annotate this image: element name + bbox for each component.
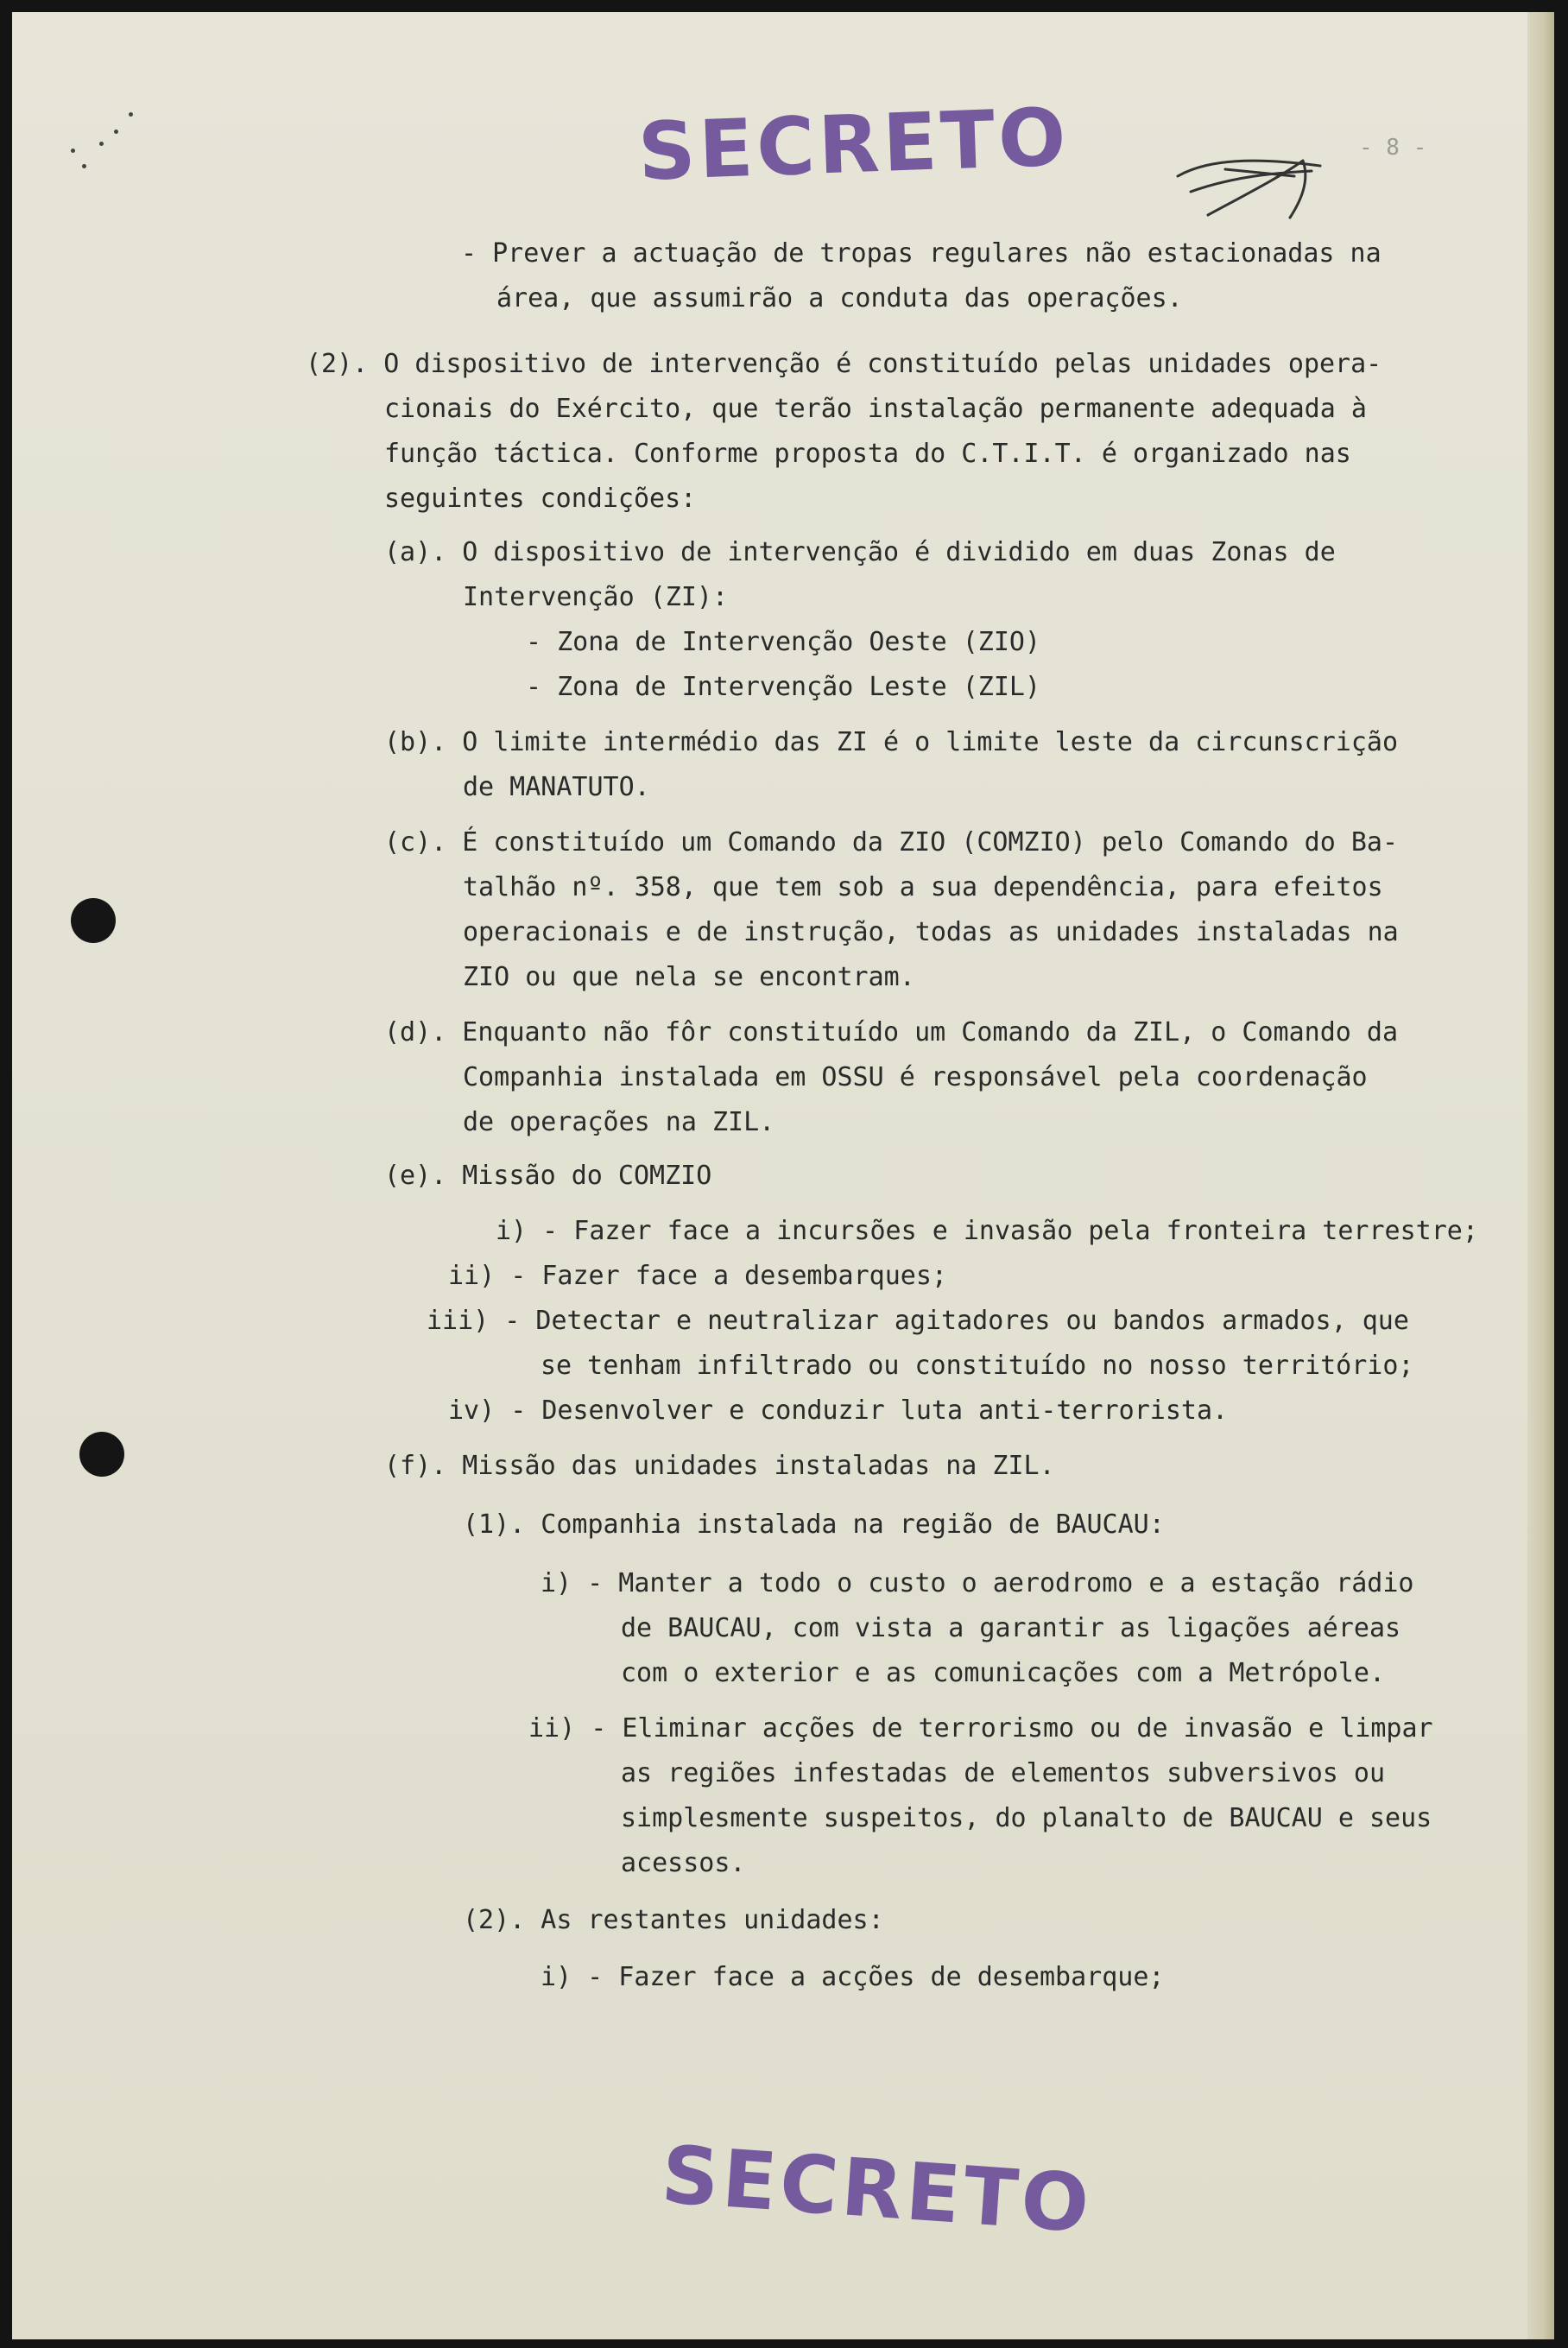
text-line: de MANATUTO. (463, 772, 650, 802)
text-line: iv) - Desenvolver e conduzir luta anti-terrorista. (448, 1396, 1229, 1426)
speck (71, 149, 75, 153)
text-line: com o exterior e as comunicações com a Metrópole. (621, 1658, 1386, 1688)
text-line: (f). Missão das unidades instaladas na ZIL. (384, 1451, 1055, 1481)
secret-stamp-top: SECRETO (636, 91, 1071, 199)
text-line: se tenham infiltrado ou constituído no nosso território; (541, 1351, 1414, 1381)
text-line: - Zona de Intervenção Leste (ZIL) (526, 672, 1041, 702)
text-line: operacionais e de instrução, todas as unidades instaladas na (463, 917, 1399, 947)
speck (129, 112, 133, 117)
text-line: talhão nº. 358, que tem sob a sua dependência, para efeitos (463, 872, 1383, 902)
page-number: - 8 - (1359, 135, 1427, 161)
text-line: Companhia instalada em OSSU é responsável pela coordenação (463, 1062, 1368, 1092)
text-line: as regiões infestadas de elementos subversivos ou (621, 1758, 1386, 1788)
text-line: iii) - Detectar e neutralizar agitadores ou bandos armados, que (427, 1306, 1409, 1336)
secret-stamp-bottom: SECRETO (658, 2128, 1096, 2251)
punch-hole (79, 1432, 124, 1477)
text-line: (2). O dispositivo de intervenção é constituído pelas unidades opera- (306, 349, 1382, 379)
text-line: de BAUCAU, com vista a garantir as ligações aéreas (621, 1613, 1401, 1643)
text-line: (a). O dispositivo de intervenção é dividido em duas Zonas de (384, 537, 1336, 567)
speck (82, 164, 86, 168)
text-line: de operações na ZIL. (463, 1107, 775, 1137)
text-line: (2). As restantes unidades: (463, 1905, 884, 1935)
text-line: (c). É constituído um Comando da ZIO (COMZIO) pelo Comando do Ba- (384, 827, 1398, 858)
text-line: i) - Fazer face a acções de desembarque; (541, 1962, 1165, 1992)
paper-edge (1527, 12, 1554, 2339)
text-line: seguintes condições: (384, 484, 697, 514)
text-line: ii) - Fazer face a desembarques; (448, 1261, 947, 1291)
text-line: cionais do Exército, que terão instalação permanente adequada à (384, 394, 1367, 424)
text-line: - Zona de Intervenção Oeste (ZIO) (526, 627, 1041, 657)
text-line: - Prever a actuação de tropas regulares não estacionadas na (461, 238, 1381, 269)
text-line: simplesmente suspeitos, do planalto de BAUCAU e seus (621, 1803, 1432, 1833)
punch-hole (71, 898, 116, 943)
document-page (12, 12, 1554, 2339)
text-line: ii) - Eliminar acções de terrorismo ou de invasão e limpar (528, 1713, 1433, 1744)
speck (114, 130, 118, 134)
text-line: Intervenção (ZI): (463, 582, 729, 612)
speck (99, 142, 104, 146)
text-line: (d). Enquanto não fôr constituído um Comando da ZIL, o Comando da (384, 1017, 1398, 1047)
text-line: (b). O limite intermédio das ZI é o limite leste da circunscrição (384, 727, 1398, 757)
text-line: acessos. (621, 1848, 746, 1878)
signature (1173, 142, 1333, 224)
text-line: (e). Missão do COMZIO (384, 1161, 712, 1191)
text-line: i) - Manter a todo o custo o aerodromo e a estação rádio (541, 1568, 1414, 1598)
text-line: área, que assumirão a conduta das operações. (496, 283, 1183, 313)
text-line: (1). Companhia instalada na região de BAUCAU: (463, 1509, 1165, 1540)
text-line: i) - Fazer face a incursões e invasão pela fronteira terrestre; (496, 1216, 1478, 1246)
text-line: função táctica. Conforme proposta do C.T.I.T. é organizado nas (384, 439, 1351, 469)
text-line: ZIO ou que nela se encontram. (463, 962, 915, 992)
